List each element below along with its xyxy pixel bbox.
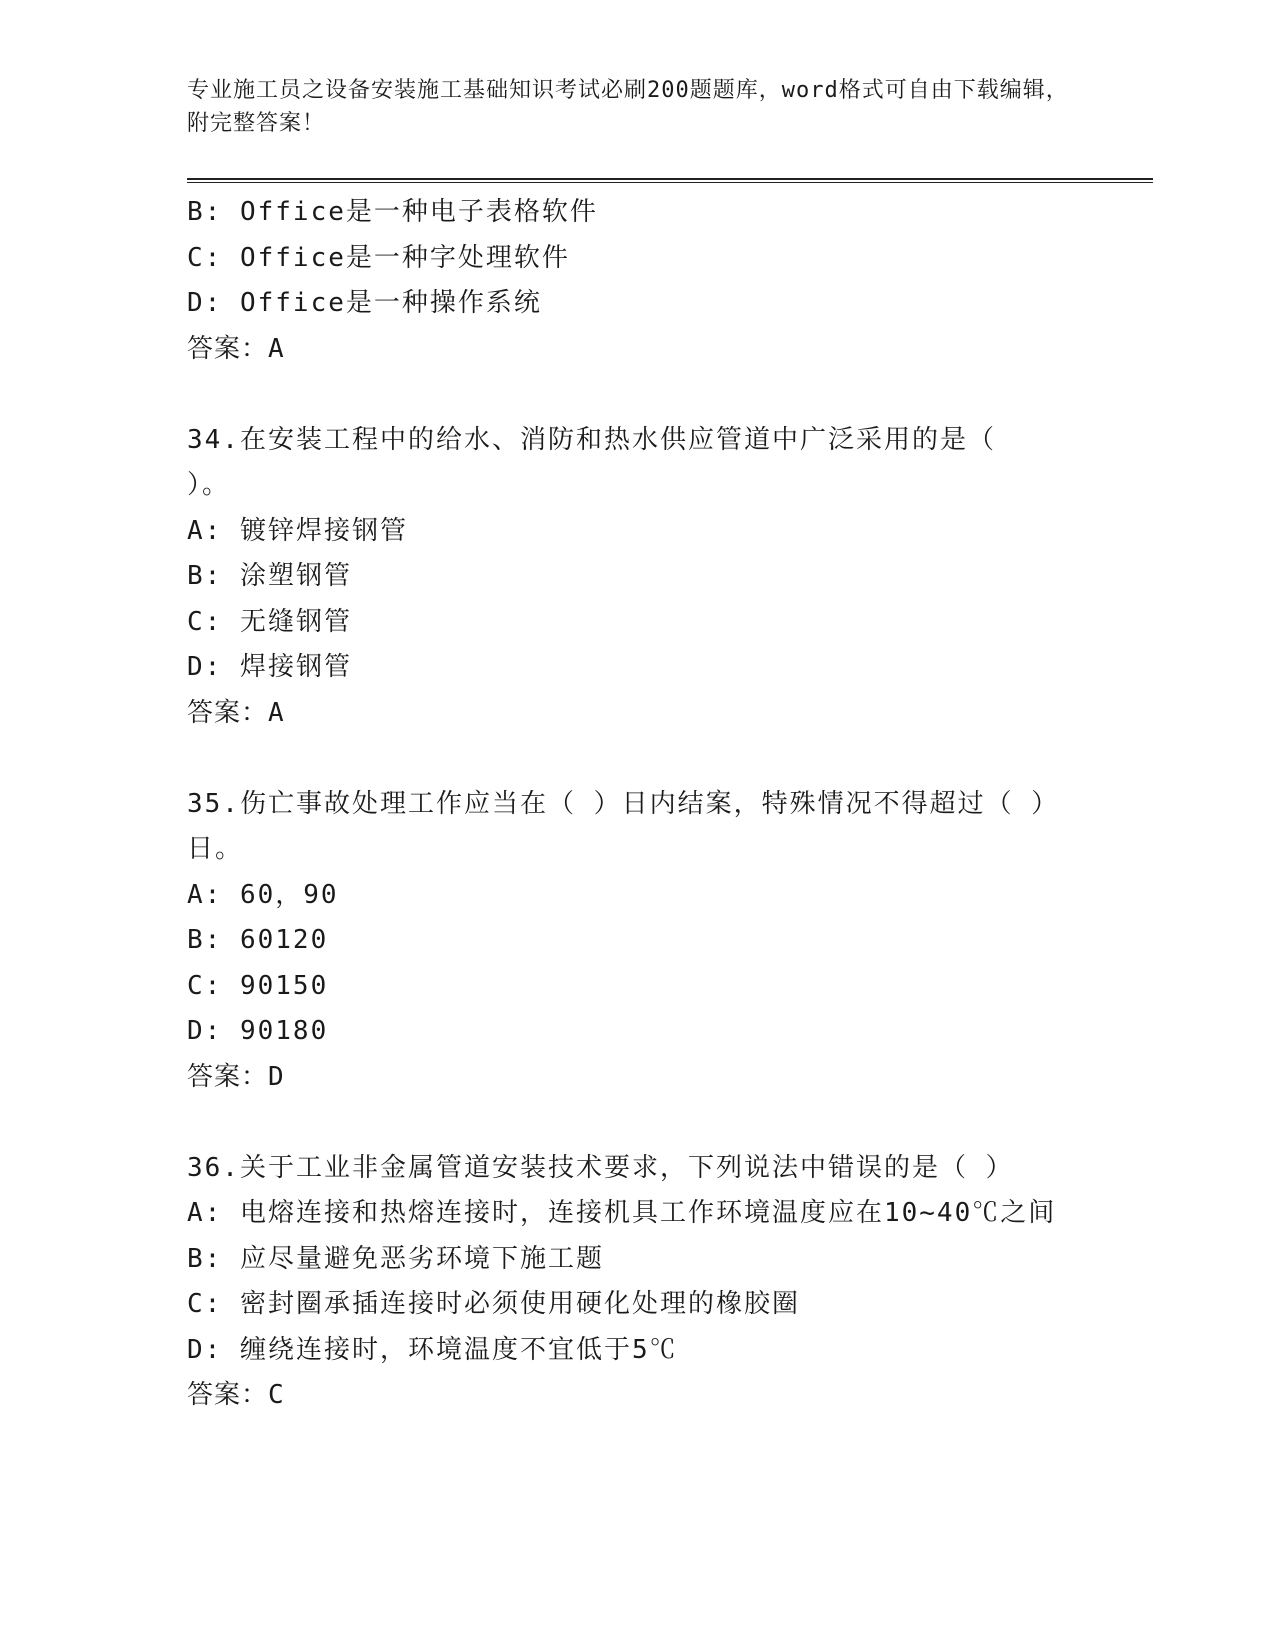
document-header: 专业施工员之设备安装施工基础知识考试必刷200题题库，word格式可自由下载编辑，附完整答案！ <box>187 78 1069 136</box>
option-line: A: 60，90 <box>187 879 339 910</box>
option-line: B: 涂塑钢管 <box>187 561 352 591</box>
option-line: C: Office是一种字处理软件 <box>187 242 570 273</box>
spacer <box>187 372 1087 418</box>
answer-line <box>187 1055 1087 1101</box>
answer-value: A <box>268 333 285 364</box>
question-stem: 34.在安装工程中的给水、消防和热水供应管道中广泛采用的是（ ）。 <box>187 424 996 500</box>
answer-label: 答案： <box>187 697 269 728</box>
option-line: A: 镀锌焊接钢管 <box>187 515 408 546</box>
question-list <box>187 190 1087 1419</box>
option-line: C: 90150 <box>187 970 329 1001</box>
answer-line <box>187 691 1087 737</box>
option-line: B: 60120 <box>187 925 329 955</box>
spacer <box>187 1100 1087 1146</box>
option-line: D: 90180 <box>187 1016 329 1046</box>
answer-value: C <box>268 1380 285 1410</box>
option-line: C: 密封圈承插连接时必须使用硬化处理的橡胶圈 <box>187 1289 800 1319</box>
answer-label: 答案： <box>187 333 269 364</box>
answer-value: D <box>268 1061 285 1092</box>
question-stem: 35.伤亡事故处理工作应当在（ ）日内结案，特殊情况不得超过（ ）日。 <box>187 788 1047 864</box>
answer-label: 答案： <box>187 1061 269 1092</box>
header-divider <box>187 178 1153 183</box>
answer-line <box>187 1373 1087 1419</box>
answer-line <box>187 327 1087 373</box>
option-line: B: Office是一种电子表格软件 <box>187 197 598 227</box>
answer-value: A <box>268 697 285 728</box>
option-line: A: 电熔连接和热熔连接时，连接机具工作环境温度应在10~40℃之间 <box>187 1198 1057 1228</box>
question-stem: 36.关于工业非金属管道安装技术要求，下列说法中错误的是（ ） <box>187 1152 1014 1183</box>
option-line: D: 焊接钢管 <box>187 652 352 682</box>
option-line: D: Office是一种操作系统 <box>187 288 542 318</box>
option-line: B: 应尽量避免恶劣环境下施工题 <box>187 1243 604 1274</box>
spacer <box>187 736 1087 782</box>
option-line: C: 无缝钢管 <box>187 606 352 637</box>
answer-label: 答案： <box>187 1380 269 1410</box>
option-line: D: 缠绕连接时，环境温度不宜低于5℃ <box>187 1334 678 1365</box>
